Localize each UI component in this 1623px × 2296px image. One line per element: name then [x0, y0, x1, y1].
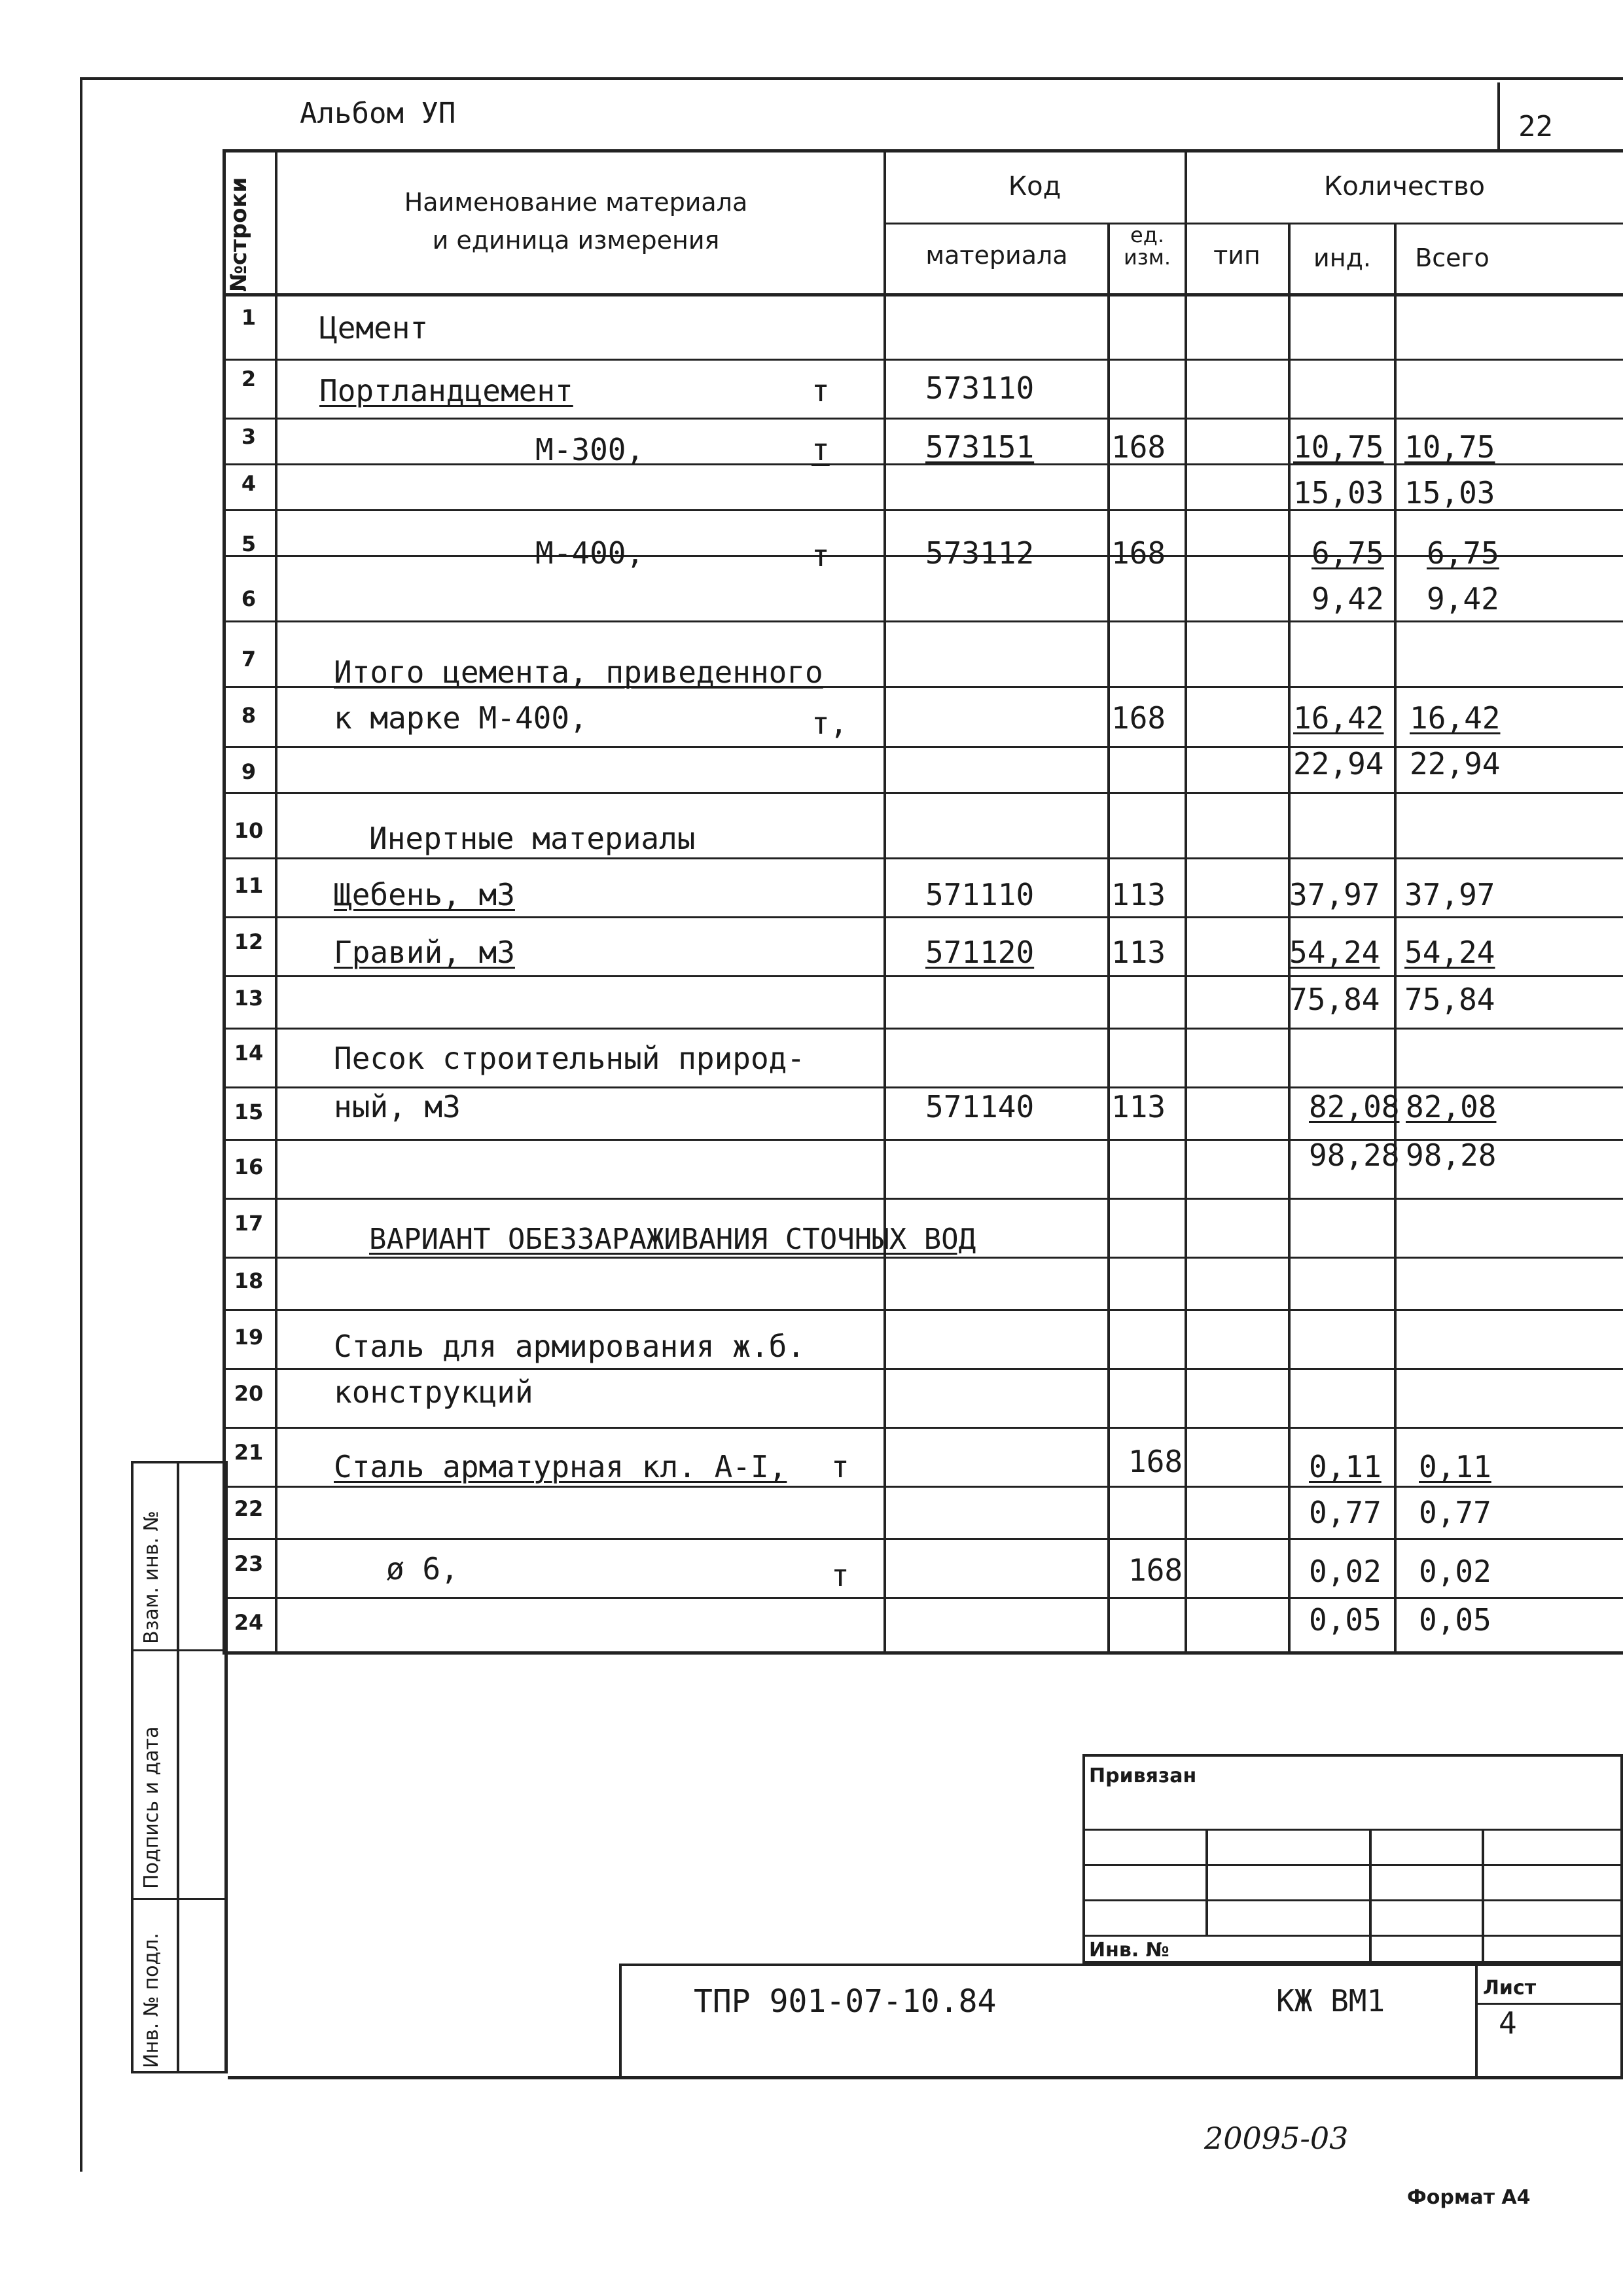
- unit-code: 168: [1128, 1444, 1183, 1479]
- qty-total: 0,05: [1419, 1602, 1491, 1638]
- row-number: 14: [234, 1041, 264, 1066]
- header-quantity: Количество: [1323, 171, 1485, 202]
- binding-col-line: [1482, 1829, 1484, 1964]
- material-code: 573112: [925, 535, 1035, 571]
- qty-total: 98,28: [1406, 1138, 1497, 1173]
- row-number: 15: [234, 1100, 264, 1124]
- qty-total: 22,94: [1410, 746, 1501, 781]
- col-line-ind: [1394, 223, 1397, 1655]
- binding-col-line: [1369, 1829, 1372, 1964]
- qty-total: 6,75: [1427, 535, 1499, 571]
- row-line: [223, 1028, 1623, 1030]
- unit-code: 113: [1111, 877, 1166, 912]
- material-name: Цемент: [319, 310, 429, 346]
- material-name: М-300,: [535, 432, 645, 467]
- header-material-name: Наименование материала и единица измерения: [404, 188, 748, 255]
- header-sub-line: [883, 223, 1623, 224]
- unit-code: 113: [1111, 1089, 1166, 1124]
- qty-ind: 9,42: [1311, 581, 1384, 617]
- row-number: 21: [234, 1440, 264, 1465]
- side-label-inv-podl: Инв. № подл.: [140, 1933, 163, 2068]
- title-block-sheet-line: [1475, 2003, 1623, 2005]
- col-line-code-material: [1107, 223, 1110, 1655]
- side-label-vzam: Взам. инв. №: [140, 1511, 163, 1644]
- material-name: Гравий, м3: [334, 935, 515, 970]
- row-number: 22: [234, 1496, 264, 1521]
- binding-line: [1082, 1829, 1623, 1831]
- header-code: Код: [1008, 171, 1061, 202]
- qty-ind: 75,84: [1289, 982, 1380, 1017]
- handwritten-note: 20095-03: [1204, 2121, 1349, 2156]
- qty-ind: 22,94: [1293, 746, 1384, 781]
- binding-label: Привязан: [1089, 1765, 1197, 1787]
- format-label: Формат А4: [1407, 2186, 1531, 2209]
- row-line: [223, 1427, 1623, 1429]
- section-title: ВАРИАНТ ОБЕЗЗАРАЖИВАНИЯ СТОЧНЫХ ВОД: [369, 1223, 976, 1256]
- qty-total: 75,84: [1404, 982, 1495, 1017]
- side-stamp-line: [131, 1649, 228, 1651]
- row-number: 12: [234, 929, 264, 954]
- sheet-number: 4: [1499, 2005, 1517, 2041]
- title-block-divider: [1475, 1964, 1478, 2079]
- unit-code: 168: [1128, 1552, 1183, 1588]
- col-line-code: [1185, 149, 1187, 1655]
- row-line: [223, 359, 1623, 361]
- material-name: ный, м3: [334, 1089, 461, 1124]
- col-line-name: [883, 149, 886, 1655]
- row-line: [223, 1257, 1623, 1259]
- sheet-label: Лист: [1483, 1977, 1537, 2000]
- row-number: 5: [241, 531, 257, 556]
- material-name: конструкций: [334, 1374, 533, 1410]
- qty-ind: 98,28: [1309, 1138, 1400, 1173]
- row-line: [223, 1368, 1623, 1370]
- header-code-material: материала: [925, 241, 1068, 270]
- row-number: 13: [234, 986, 264, 1011]
- row-line: [223, 1198, 1623, 1200]
- row-number: 4: [241, 471, 257, 496]
- qty-total: 9,42: [1427, 581, 1499, 617]
- section-title: Инертные материалы: [369, 821, 696, 856]
- material-unit: т,: [812, 706, 848, 741]
- material-unit: т: [831, 1558, 849, 1593]
- qty-total: 54,24: [1404, 935, 1495, 970]
- unit-code: 168: [1111, 535, 1166, 571]
- header-bottom-line: [223, 293, 1623, 296]
- qty-total: 15,03: [1404, 475, 1495, 511]
- row-line: [223, 1597, 1623, 1599]
- material-name: М-400,: [535, 535, 645, 571]
- row-number: 2: [241, 367, 257, 391]
- frame-left-line: [80, 77, 82, 2172]
- material-code: 571110: [925, 877, 1035, 912]
- qty-ind: 10,75: [1293, 429, 1384, 465]
- header-qty-total: Всего: [1415, 243, 1489, 272]
- row-line: [223, 1309, 1623, 1311]
- material-unit: т: [831, 1449, 849, 1484]
- row-number: 17: [234, 1211, 264, 1236]
- unit-code: 168: [1111, 429, 1166, 465]
- row-number: 24: [234, 1610, 264, 1635]
- unit-code: 113: [1111, 935, 1166, 970]
- qty-total: 0,02: [1419, 1554, 1491, 1589]
- row-line: [223, 555, 1623, 557]
- header-qty-ind: инд.: [1313, 243, 1371, 272]
- material-name: Портландцемент: [319, 373, 573, 408]
- row-number: 1: [241, 305, 257, 330]
- document-mark: КЖ ВМ1: [1276, 1983, 1385, 2018]
- row-number: 11: [234, 873, 264, 898]
- material-unit: т: [812, 432, 830, 467]
- row-number: 8: [241, 703, 257, 728]
- row-number: 19: [234, 1325, 264, 1350]
- row-number: 16: [234, 1155, 264, 1179]
- qty-ind: 82,08: [1309, 1089, 1400, 1124]
- row-line: [223, 620, 1623, 622]
- page-number: 22: [1518, 110, 1553, 143]
- row-line: [223, 1086, 1623, 1088]
- qty-total: 82,08: [1406, 1089, 1497, 1124]
- frame-bottom-line: [228, 2076, 1623, 2079]
- material-name: Песок строительный природ-: [334, 1041, 806, 1076]
- row-number: 20: [234, 1381, 264, 1406]
- unit-code: 168: [1111, 700, 1166, 736]
- header-code-unit: ед. изм.: [1123, 223, 1171, 270]
- side-stamp-line: [131, 1898, 228, 1900]
- row-line: [223, 975, 1623, 977]
- material-code: 573151: [925, 429, 1035, 465]
- row-number: 10: [234, 818, 264, 843]
- title-block: [619, 1964, 1623, 2079]
- qty-ind: 0,11: [1309, 1449, 1382, 1484]
- qty-ind: 37,97: [1289, 877, 1380, 912]
- material-name: к марке М-400,: [334, 700, 588, 736]
- material-name: Сталь для армирования ж.б.: [334, 1329, 806, 1364]
- qty-ind: 0,77: [1309, 1495, 1382, 1530]
- material-name: Щебень, м3: [334, 877, 515, 912]
- document-code: ТПР 901-07-10.84: [694, 1983, 997, 2020]
- row-line: [223, 418, 1623, 420]
- side-label-podpis: Подпись и дата: [140, 1726, 163, 1889]
- page-number-box: [1497, 82, 1623, 151]
- row-number: 6: [241, 586, 257, 611]
- row-number: 23: [234, 1551, 264, 1576]
- row-number: 3: [241, 424, 257, 449]
- material-code: 571120: [925, 935, 1035, 970]
- header-row-number: №строки: [226, 177, 252, 292]
- row-line: [223, 916, 1623, 918]
- binding-line: [1082, 1864, 1623, 1866]
- row-number: 9: [241, 759, 257, 784]
- material-name: Итого цемента, приведенного: [334, 655, 823, 690]
- row-line: [223, 792, 1623, 794]
- qty-total: 0,77: [1419, 1495, 1491, 1530]
- header-qty-type: тип: [1213, 241, 1260, 270]
- side-stamp-divider: [177, 1461, 179, 2073]
- qty-total: 10,75: [1404, 429, 1495, 465]
- album-title: Альбом УП: [300, 97, 456, 130]
- col-line-rownum: [275, 149, 277, 1655]
- material-unit: т: [812, 538, 830, 573]
- row-line: [223, 857, 1623, 859]
- qty-ind: 6,75: [1311, 535, 1384, 571]
- frame-top-line: [80, 77, 1623, 80]
- qty-ind: 15,03: [1293, 475, 1384, 511]
- qty-total: 37,97: [1404, 877, 1495, 912]
- binding-line: [1082, 1899, 1623, 1901]
- row-number: 7: [241, 647, 257, 672]
- row-number: 18: [234, 1268, 264, 1293]
- qty-ind: 0,02: [1309, 1554, 1382, 1589]
- material-unit: т: [812, 373, 830, 408]
- qty-total: 0,11: [1419, 1449, 1491, 1484]
- material-code: 573110: [925, 370, 1035, 406]
- row-line: [223, 1538, 1623, 1540]
- qty-ind: 0,05: [1309, 1602, 1382, 1638]
- material-name: ø 6,: [386, 1551, 459, 1587]
- binding-line: [1082, 1935, 1623, 1937]
- qty-ind: 16,42: [1293, 700, 1384, 736]
- material-name: Сталь арматурная кл. А-I,: [334, 1449, 787, 1484]
- binding-col-line: [1205, 1829, 1208, 1935]
- row-line: [223, 1486, 1623, 1488]
- material-code: 571140: [925, 1089, 1035, 1124]
- qty-ind: 54,24: [1289, 935, 1380, 970]
- inventory-label: Инв. №: [1089, 1939, 1169, 1962]
- qty-total: 16,42: [1410, 700, 1501, 736]
